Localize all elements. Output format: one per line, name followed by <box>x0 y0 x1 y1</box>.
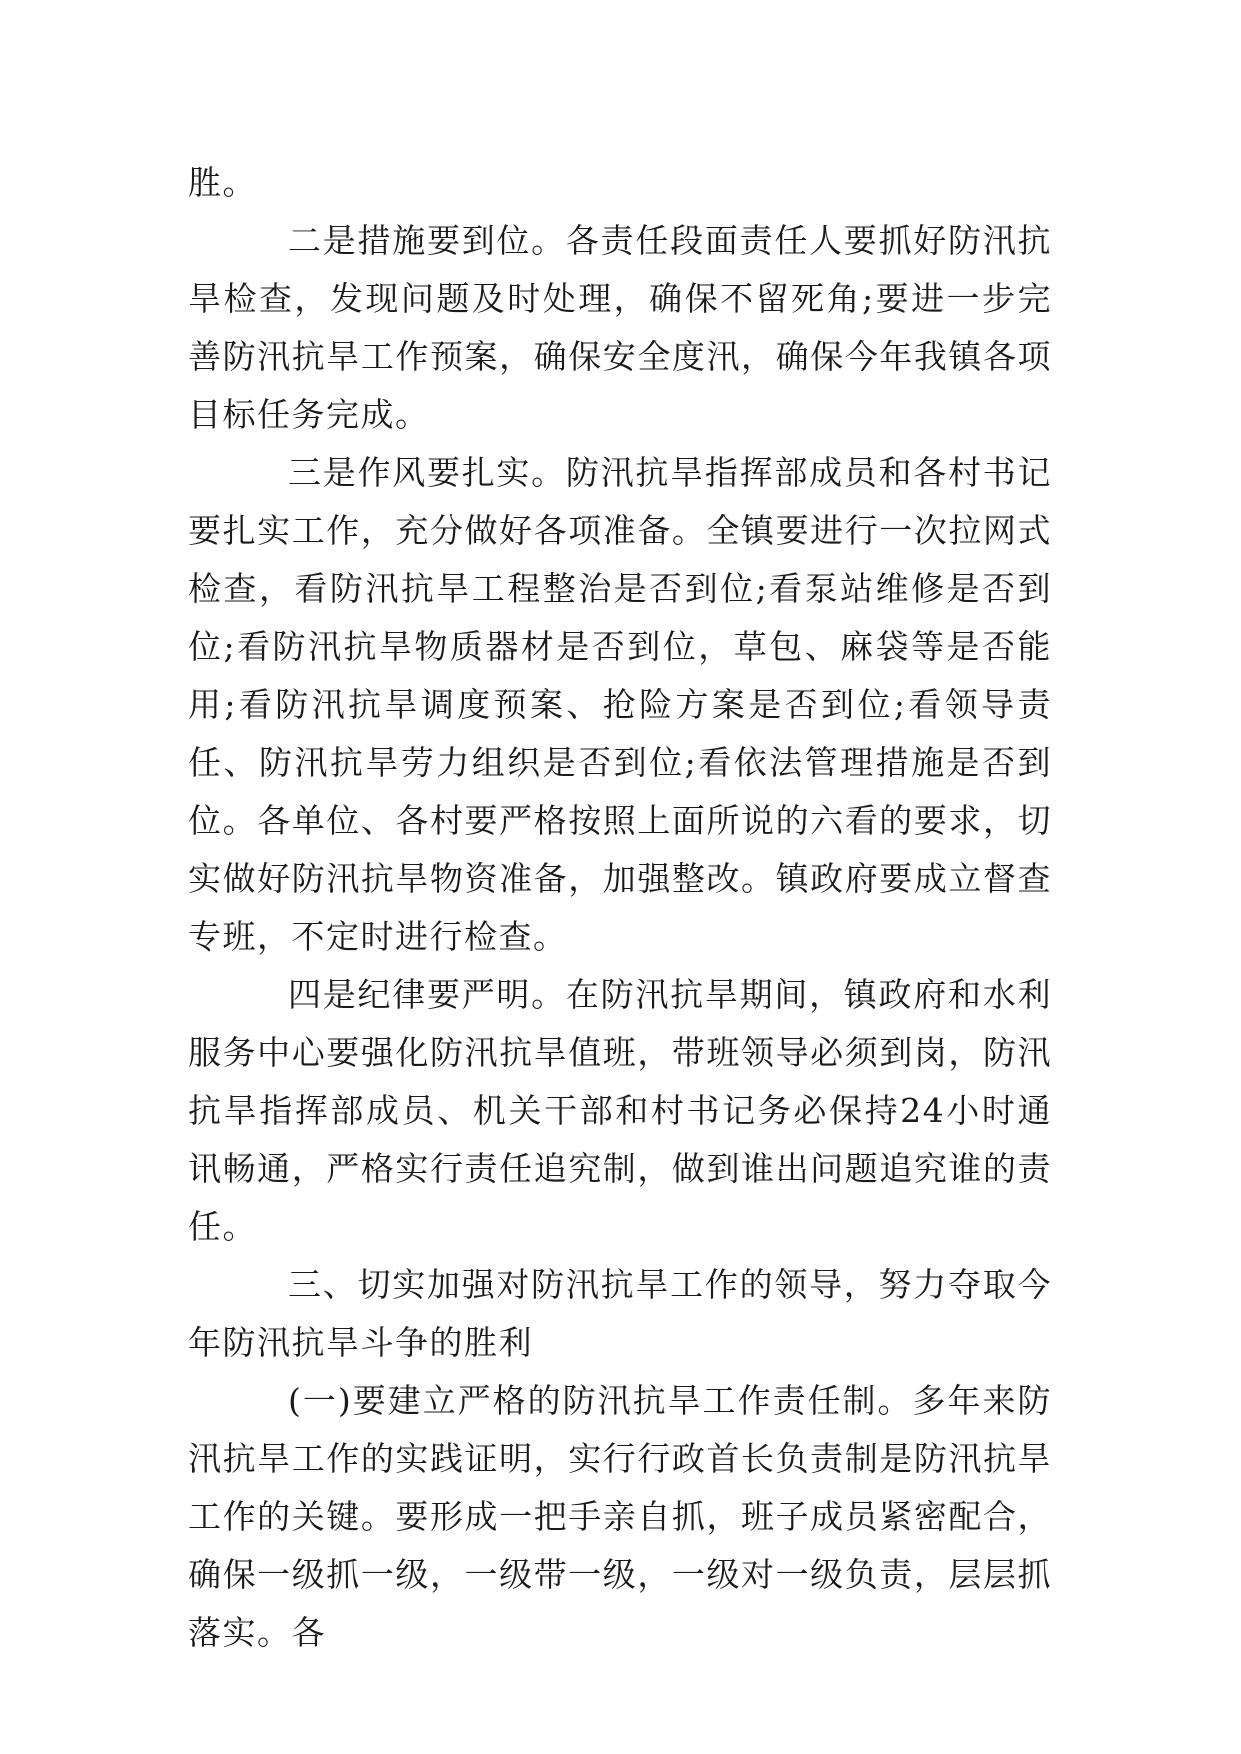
paragraph: 三是作风要扎实。防汛抗旱指挥部成员和各村书记要扎实工作，充分做好各项准备。全镇要进行一次拉网式检查，看防汛抗旱工程整治是否到位;看泵站维修是否到位;看防汛抗旱物质器材是否到位，草包、麻袋等是否能用;看防汛抗旱调度预案、抢险方案是否到位;看领导责任、防汛抗旱劳力组织是否到位;看依法管理措施是否到位。各单位、各村要严格按照上面所说的六看的要求，切实做好防汛抗旱物资准备，加强整改。镇政府要成立督查专班，不定时进行检查。 <box>188 453 1052 956</box>
paragraph: 二是措施要到位。各责任段面责任人要抓好防汛抗旱检查，发现问题及时处理，确保不留死角;要进一步完善防汛抗旱工作预案，确保安全度汛，确保今年我镇各项目标任务完成。 <box>188 221 1052 434</box>
paragraph: 胜。 <box>188 163 257 202</box>
section-heading: 三、切实加强对防汛抗旱工作的领导，努力夺取今年防汛抗旱斗争的胜利 <box>188 1265 1052 1362</box>
paragraph: 四是纪律要严明。在防汛抗旱期间，镇政府和水利服务中心要强化防汛抗旱值班，带班领导必须到岗，防汛抗旱指挥部成员、机关干部和村书记务必保持24小时通讯畅通，严格实行责任追究制，做到谁出问题追究谁的责任。 <box>188 975 1052 1246</box>
paragraph: (一)要建立严格的防汛抗旱工作责任制。多年来防汛抗旱工作的实践证明，实行行政首长负责制是防汛抗旱工作的关键。要形成一把手亲自抓，班子成员紧密配合，确保一级抓一级，一级带一级，一级对一级负责，层层抓落实。各 <box>188 1381 1052 1652</box>
document-body <box>188 154 1052 1662</box>
